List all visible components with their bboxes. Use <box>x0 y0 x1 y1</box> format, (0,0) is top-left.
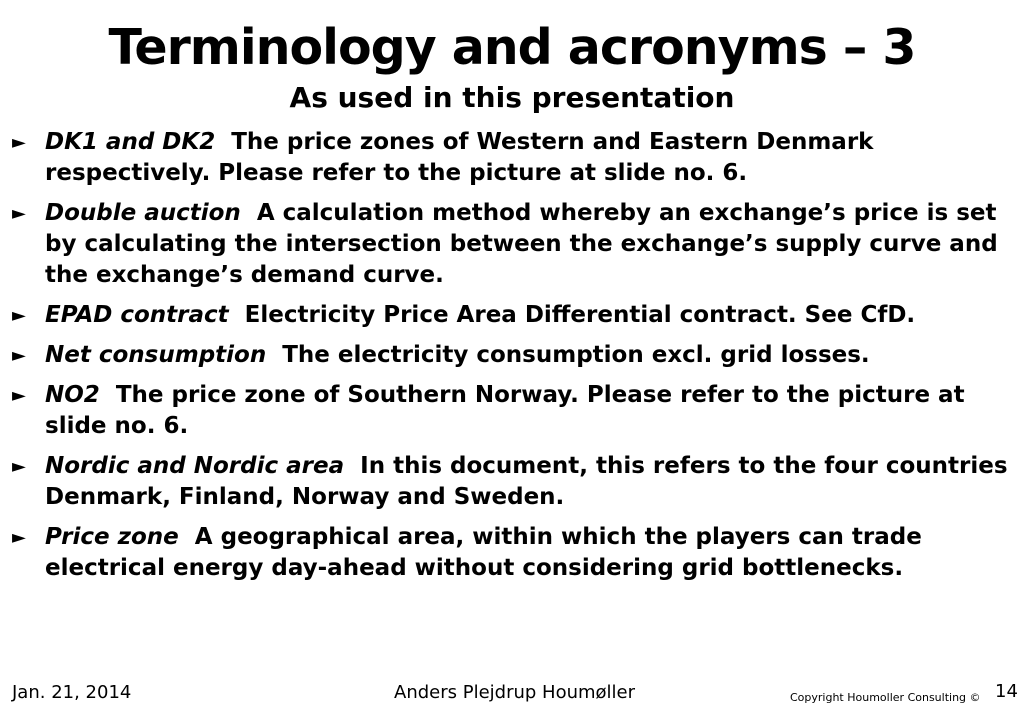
bullet-marker: ► <box>12 385 26 406</box>
term: EPAD contract <box>45 302 229 328</box>
terminology-item-price-zone <box>12 522 1012 584</box>
footer-copyright: Copyright Houmoller Consulting © <box>790 691 981 704</box>
definition: In this document, this refers to the four countries Denmark, Finland, Norway and Sweden. <box>45 453 1008 510</box>
definition: A calculation method whereby an exchange’s price is set by calculating the intersection between the exchange’s supply curve and the exchange’s demand curve. <box>45 200 998 288</box>
bullet-marker: ► <box>12 132 26 153</box>
terminology-item-no2 <box>12 380 1012 442</box>
term: DK1 and DK2 <box>45 129 216 155</box>
terminology-list <box>12 127 1012 593</box>
terminology-item-double-auction <box>12 198 1012 291</box>
footer-author: Anders Plejdrup Houmøller <box>394 682 636 703</box>
definition: Electricity Price Area Differential contract. See CfD. <box>244 302 916 328</box>
slide-subtitle: As used in this presentation <box>289 81 735 114</box>
terminology-item-net-consumption <box>12 340 1012 371</box>
definition: The price zone of Southern Norway. Please refer to the picture at slide no. 6. <box>45 382 965 439</box>
term: NO2 <box>45 382 100 408</box>
term: Nordic and Nordic area <box>45 453 345 479</box>
definition: A geographical area, within which the players can trade electrical energy day-ahead without considering grid bottlenecks. <box>45 524 922 581</box>
slide-title: Terminology and acronyms – 3 <box>108 19 916 76</box>
term: Double auction <box>45 200 241 226</box>
page-number: 14 <box>995 681 1018 702</box>
terminology-item-epad-contract <box>12 300 1012 331</box>
footer-date: Jan. 21, 2014 <box>12 682 132 703</box>
bullet-marker: ► <box>12 305 26 326</box>
bullet-marker: ► <box>12 203 26 224</box>
term: Price zone <box>45 524 179 550</box>
bullet-marker: ► <box>12 527 26 548</box>
term: Net consumption <box>45 342 267 368</box>
terminology-item-dk1-dk2 <box>12 127 1012 189</box>
bullet-marker: ► <box>12 345 26 366</box>
definition: The price zones of Western and Eastern Denmark respectively. Please refer to the picture at slide no. 6. <box>45 129 874 186</box>
bullet-marker: ► <box>12 456 26 477</box>
definition: The electricity consumption excl. grid losses. <box>282 342 870 368</box>
terminology-item-nordic-area <box>12 451 1012 513</box>
